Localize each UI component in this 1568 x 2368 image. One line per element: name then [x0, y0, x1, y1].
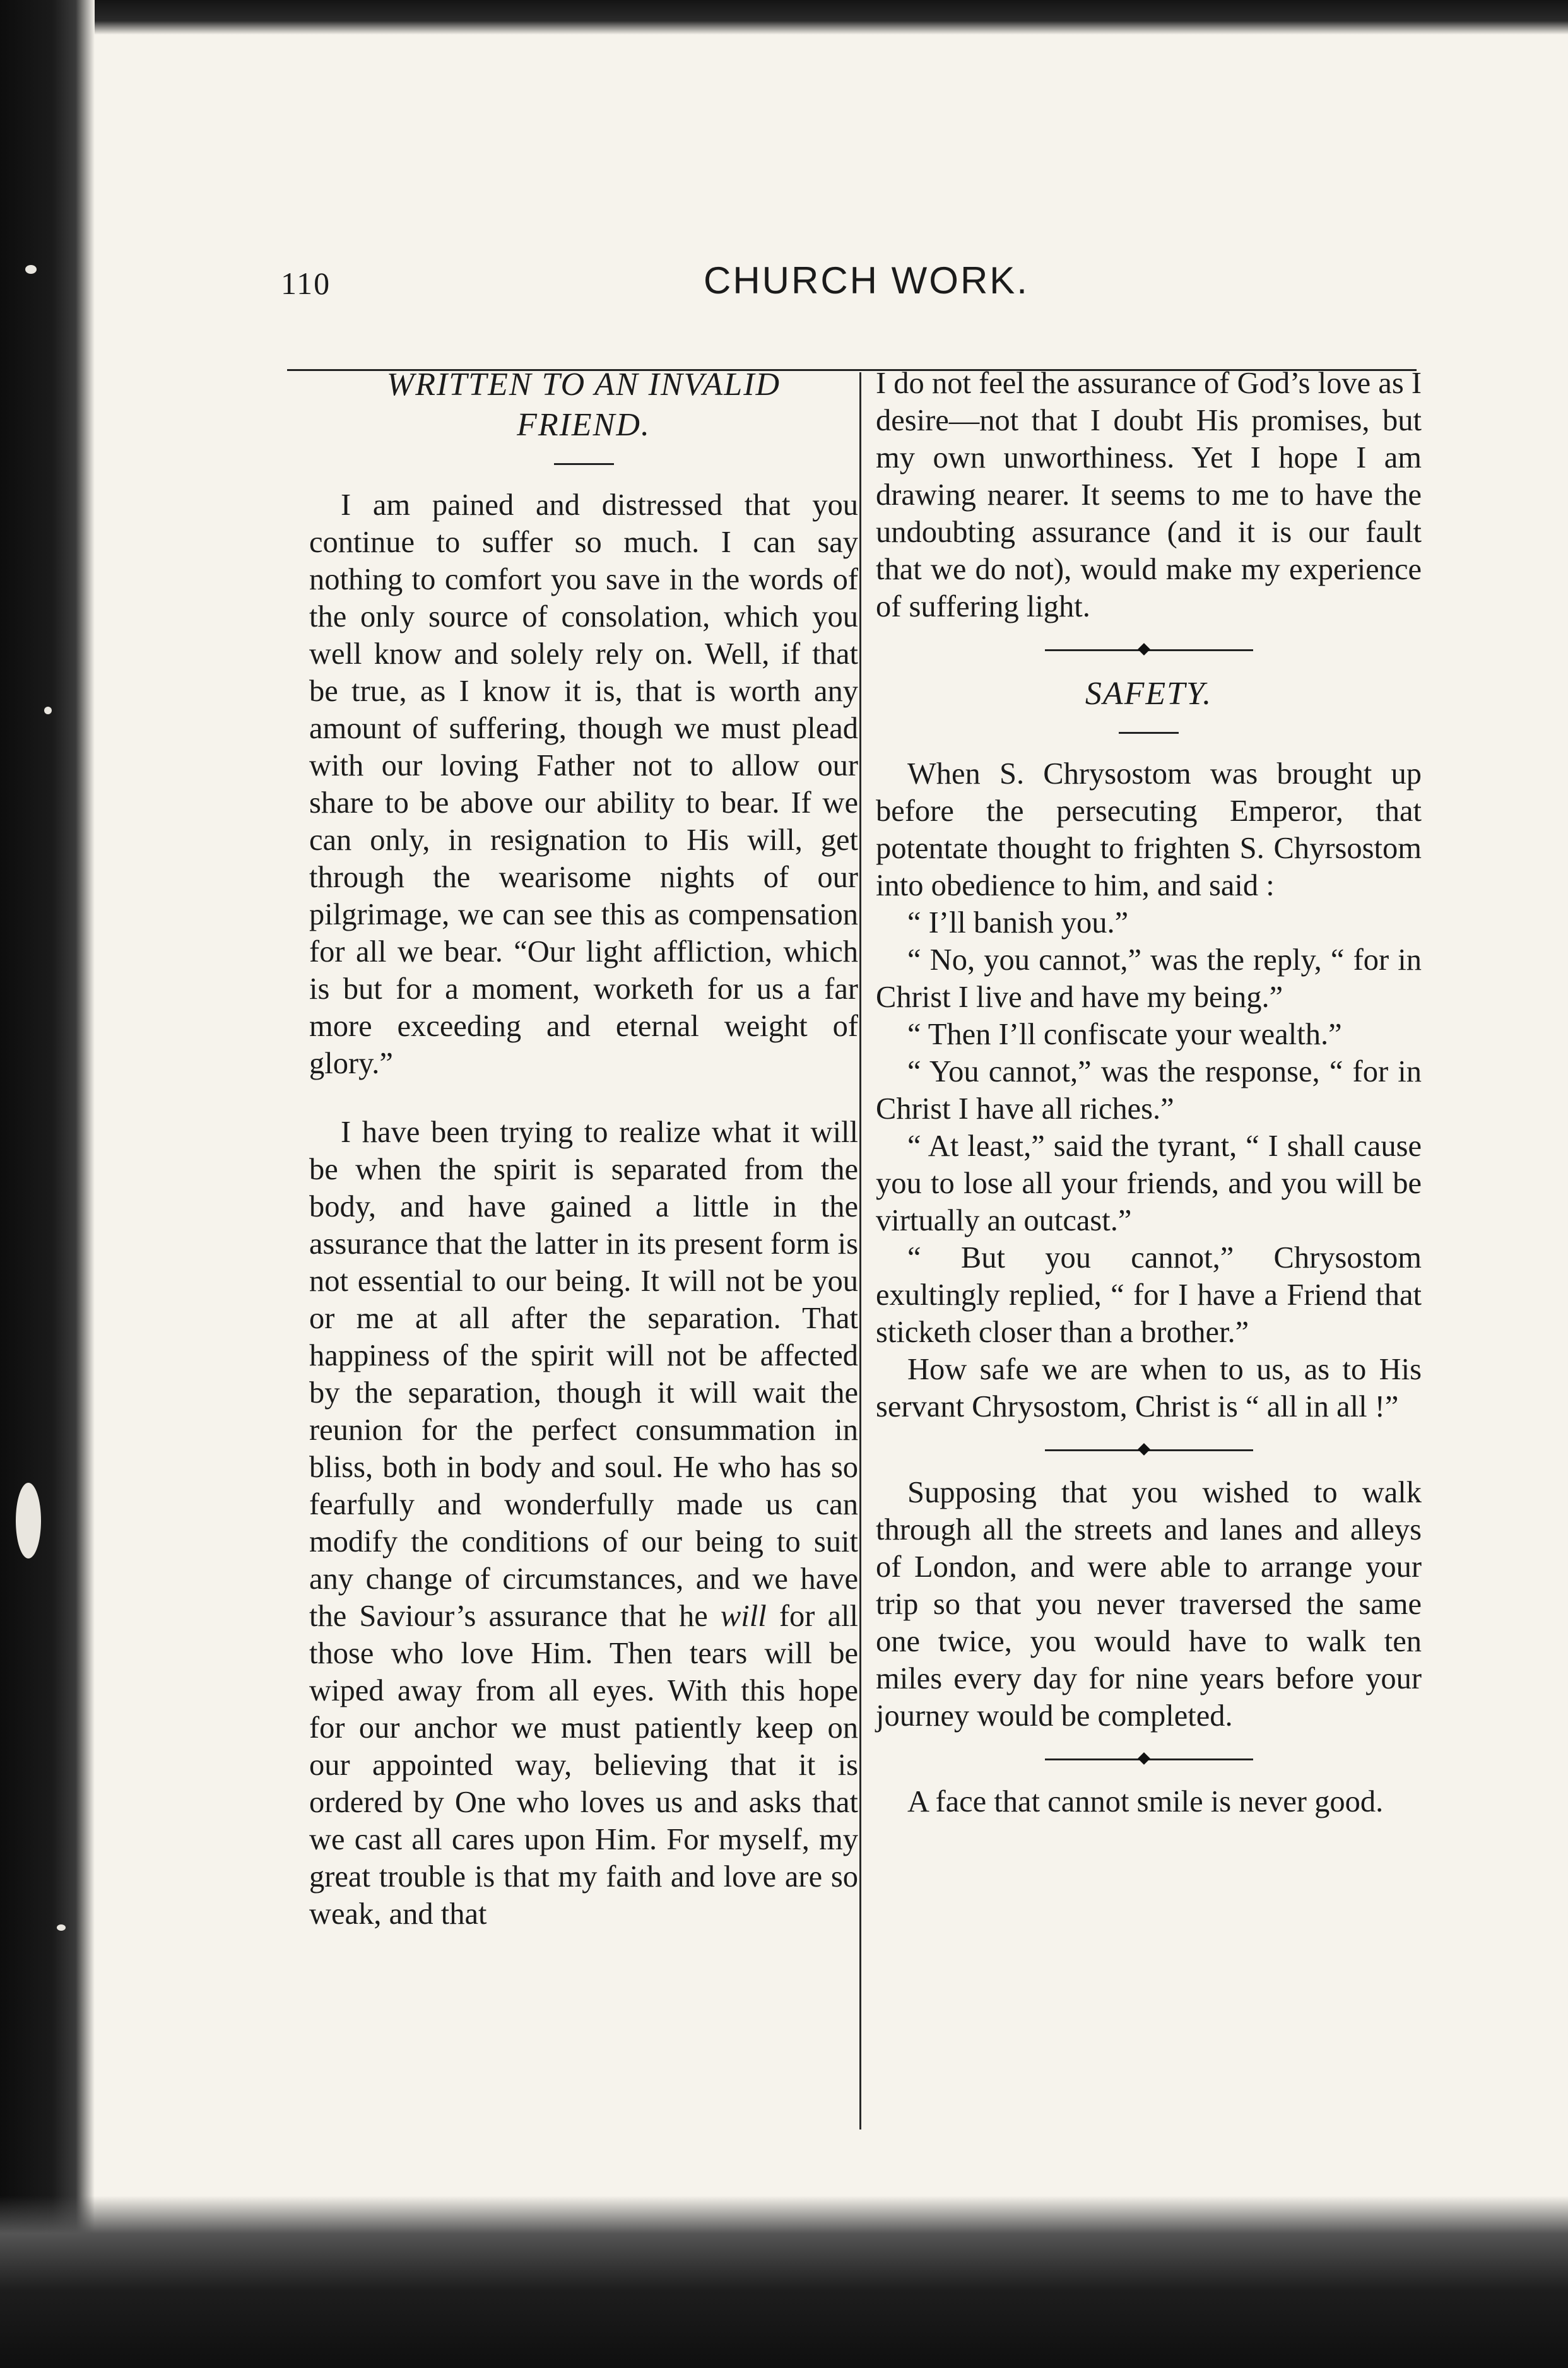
scan-edge-bottom: [0, 2196, 1568, 2368]
right-column: [876, 365, 1422, 1820]
article-title-line2: FRIEND.: [517, 407, 651, 443]
scan-speck: [25, 265, 37, 274]
safety-paragraph: “ But you cannot,” Chrysostom exultingly replied, “ for I have a Friend that sticketh closer than a brother.”: [876, 1241, 1422, 1349]
page-number: 110: [281, 266, 331, 301]
safety-paragraph: When S. Chrysostom was brought up before the persecuting Emperor, that potentate thought to frighten S. Chyrsostom into obedience to him, and said :: [876, 757, 1422, 902]
letter-paragraph-1: I am pained and distressed that you continue to suffer so much. I can say nothing to comfort you save in the words of the only source of consolation, which you well know and solely rely on. Well, if that be true, as I know it is, that is worth any amount of suffering, though we must plead with our loving Father not to allow our share to be above our ability to bear. If we can only, in resignation to His will, get through the wearisome nights of our pilgrimage, we can see this as compensation for all we bear. “Our light affliction, which is but for a moment, worketh for us a far more exceeding and eternal weight of glory.”: [309, 488, 858, 1080]
section-divider: [1045, 1449, 1253, 1451]
safety-paragraph: “ No, you cannot,” was the reply, “ for in Christ I live and have my being.”: [876, 943, 1422, 1014]
section-divider: [1045, 1758, 1253, 1760]
letter-paragraph-2-italic: will: [720, 1599, 767, 1633]
safety-paragraph: “ Then I’ll confiscate your wealth.”: [907, 1018, 1342, 1051]
letter-continuation: I do not feel the assurance of God’s love as I desire—not that I doubt His promises, but my own unworthiness. Yet I hope I am drawing nearer. It seems to me to have the undoubting assurance (and it is our fault that we do not), would make my experience of suffering light.: [876, 367, 1422, 623]
scan-edge-top: [95, 0, 1568, 35]
left-column: [309, 365, 858, 1933]
safety-paragraph: How safe we are when to us, as to His servant Chrysostom, Christ is “ all in all !”: [876, 1353, 1422, 1423]
scan-speck: [16, 1483, 41, 1558]
letter-paragraph-2-part-b: for all those who love Him. Then tears will be wiped away from all eyes. With this hope for our anchor we must patiently keep on our appointed way, believing that it is ordered by One who loves us and asks that we cast all cares upon Him. For myself, my great trouble is that my faith and love are so weak, and that: [309, 1599, 858, 1931]
safety-paragraph: “ I’ll banish you.”: [907, 906, 1129, 940]
smile-paragraph: A face that cannot smile is never good.: [907, 1785, 1384, 1818]
section-divider: [1045, 649, 1253, 651]
column-divider: [859, 372, 861, 2129]
divider-diamond: [1138, 1443, 1150, 1456]
letter-paragraph-2-part-a: I have been trying to realize what it will be when the spirit is separated from the body, and have gained a little in the assurance that the latter in its present form is not essential to our being. It will not be you or me at all after the separation. That happiness of the spirit will not be affected by the separation, though it will wait the reunion for the perfect consummation in bliss, both in body and soul. He who has so fearfully and wonderfully made us can modify the conditions of our being to suit any change of circumstances, and we have the Saviour’s assurance that he: [309, 1116, 858, 1633]
article-title-line1: WRITTEN TO AN INVALID: [386, 367, 781, 403]
scan-edge-left: [0, 0, 95, 2368]
safety-paragraph: “ At least,” said the tyrant, “ I shall cause you to lose all your friends, and you will be virtually an outcast.”: [876, 1129, 1422, 1237]
london-paragraph: Supposing that you wished to walk through all the streets and lanes and alleys of London, and were able to arrange your trip so that you never traversed the same one twice, you would have to walk ten miles every day for nine years before your journey would be completed.: [876, 1476, 1422, 1733]
scan-speck: [57, 1924, 66, 1931]
safety-paragraph: “ You cannot,” was the response, “ for in Christ I have all riches.”: [876, 1055, 1422, 1126]
running-head: CHURCH WORK.: [704, 259, 1029, 302]
title-rule: [554, 463, 614, 465]
letter-paragraph-2: [309, 1114, 858, 1933]
article-title: [309, 365, 858, 445]
divider-diamond: [1138, 643, 1150, 656]
safety-title: SAFETY.: [1085, 676, 1213, 712]
scan-speck: [44, 707, 52, 714]
title-rule: [1119, 732, 1179, 734]
divider-diamond: [1138, 1752, 1150, 1765]
